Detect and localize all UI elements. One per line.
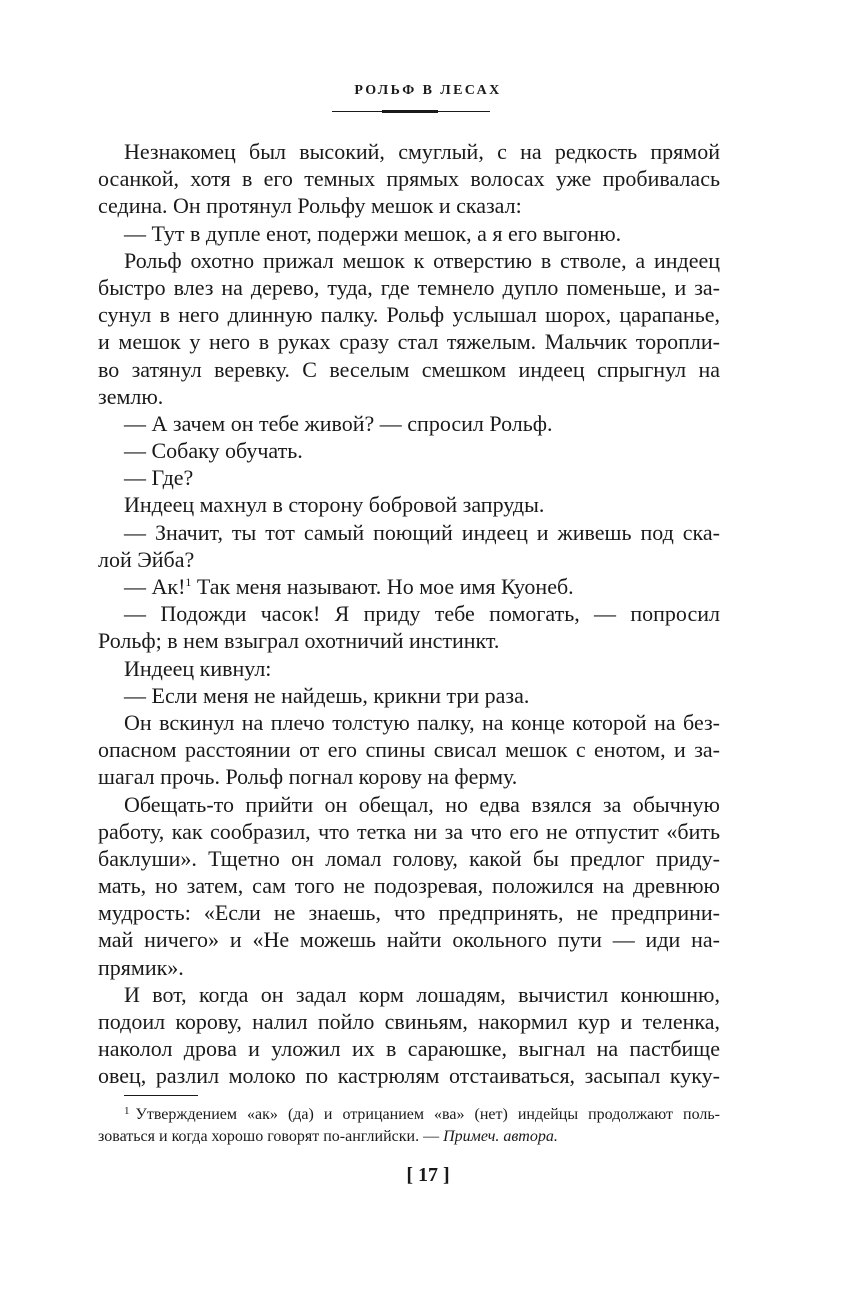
text-line: подоил корову, налил пойло свиньям, накормил кур и теленка, [98,1009,720,1034]
body-text [98,138,720,1090]
text-line: лой Эйба? [98,546,195,572]
text-segment: — Ак! [124,574,186,599]
text-line: И вот, когда он задал корм лошадям, вычистил конюшню, [124,981,720,1007]
footnote-text: зоваться и когда хорошо говорят по-английски. — [98,1128,444,1145]
text-line: — Где? [124,465,194,491]
text-line: Он вскинул на плечо толстую палку, на конце которой на без- [124,709,720,735]
running-head: РОЛЬФ В ЛЕСАХ [354,83,502,98]
text-line: землю. [98,383,164,409]
text-line: мудрость: «Если не знаешь, что предпринять, не предприни- [98,900,720,926]
text-line: прямик». [98,954,184,980]
text-line: — Если меня не найдешь, крикни три раза. [124,682,530,708]
text-line: сунул в него длинную палку. Рольф услышал шорох, царапанье, [98,302,720,328]
text-line: Незнакомец был высокий, смуглый, с на редкость прямой [124,139,720,164]
text-line: Обещать-то прийти он обещал, но едва взялся за обычную [124,791,720,817]
footnote [98,1104,720,1148]
text-line: — Тут в дупле енот, подержи мешок, а я его выгоню. [124,220,622,246]
text-line: седина. Он протянул Рольфу мешок и сказал: [98,193,522,219]
text-line: май ничего» и «Не можешь найти окольного пути — иди на- [98,927,720,953]
text-line: шагал прочь. Рольф погнал корову на ферму. [98,764,518,790]
text-line: Индеец махнул в сторону бобровой запруды. [124,492,545,518]
text-line: мать, но затем, сам того не подозревая, положился на древнюю [98,873,720,899]
text-line: — Собаку обучать. [124,438,303,464]
footnote-line [98,1126,720,1148]
footnote-reference[interactable]: 1 [185,575,192,589]
text-line: Индеец кивнул: [124,655,272,681]
footnote-line [124,1104,720,1126]
text-line: быстро влез на дерево, туда, где темнело дупло поменьше, и за- [98,274,720,300]
text-line: — А зачем он тебе живой? — спросил Рольф. [124,410,553,436]
text-line: — Подожди часок! Я приду тебе помогать, — попросил [124,601,720,627]
page-number: [ 17 ] [406,1164,450,1186]
text-line: опасном расстоянии от его спины свисал мешок с енотом, и за- [98,737,720,763]
text-line: во затянул веревку. С веселым смешком индеец спрыгнул на [98,356,720,382]
running-head-rule-accent [382,110,438,113]
text-line: Рольф; в нем взыграл охотничий инстинкт. [98,628,500,654]
footnote-attribution: Примеч. автора. [443,1128,558,1145]
text-line: Рольф охотно прижал мешок к отверстию в стволе, а индеец [124,247,720,273]
text-line-with-footnote [124,573,720,600]
text-line: — Значит, ты тот самый поющий индеец и живешь под ска- [124,519,720,545]
text-line: работу, как сообразил, что тетка ни за что его не отпустит «бить [98,818,720,844]
text-line: наколол дрова и уложил их в сараюшке, выгнал на пастбище [98,1036,720,1062]
text-line: баклуши». Тщетно он ломал голову, какой бы предлог приду- [98,845,720,871]
footnote-text: Утверждением «ак» (да) и отрицанием «ва» (нет) индейцы продолжают поль- [135,1106,720,1123]
text-line: и мешок у него в руках сразу стал тяжелым. Мальчик торопли- [98,329,720,355]
footnote-number: 1 [124,1105,130,1117]
text-line: овец, разлил молоко по кастрюлям отстаиваться, засыпал куку- [98,1063,720,1089]
text-line: осанкой, хотя в его темных прямых волосах уже пробивалась [98,166,720,192]
footnote-rule [124,1095,198,1096]
text-segment: Так меня называют. Но мое имя Куонеб. [191,574,574,599]
